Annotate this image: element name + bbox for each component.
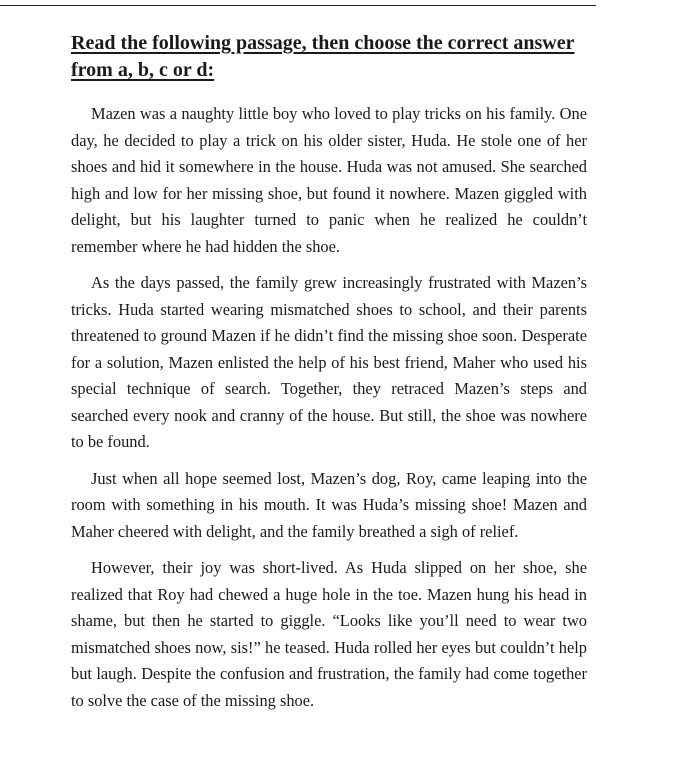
instruction-heading: Read the following passage, then choose the correct answer from a, b, c or d: (71, 32, 575, 81)
passage-paragraph-4: However, their joy was short-lived. As Huda slipped on her shoe, she realized that Roy had chewed a huge hole in the toe. Mazen hung his head in shame, but then he started to giggle. “Looks like you’ll need to wear two mismatched shoes now, sis!” he teased. Huda rolled her eyes but couldn’t help but laugh. Despite the confusion and frustration, the family had come together to solve the case of the missing shoe. (71, 558, 587, 710)
passage-paragraph-2: As the days passed, the family grew increasingly frustrated with Mazen’s tricks. Huda started wearing mismatched shoes to school, and their parents threatened to ground Mazen if he didn’t find the missing shoe soon. Desperate for a solution, Mazen enlisted the help of his best friend, Maher who used his special technique of search. Together, they retraced Mazen’s steps and searched every nook and cranny of the house. But still, the shoe was nowhere to be found. (71, 273, 587, 451)
passage-paragraph-1: Mazen was a naughty little boy who loved to play tricks on his family. One day, he decided to play a trick on his older sister, Huda. He stole one of her shoes and hid it somewhere in the house. Huda was not amused. She searched high and low for her missing shoe, but found it nowhere. Mazen giggled with delight, but his laughter turned to panic when he realized he couldn’t remember where he had hidden the shoe. (71, 104, 587, 256)
top-rule (0, 5, 596, 6)
passage-paragraph-3: Just when all hope seemed lost, Mazen’s dog, Roy, came leaping into the room with something in his mouth. It was Huda’s missing shoe! Mazen and Maher cheered with delight, and the family breathed a sigh of relief. (71, 468, 587, 541)
reading-passage (71, 30, 587, 724)
